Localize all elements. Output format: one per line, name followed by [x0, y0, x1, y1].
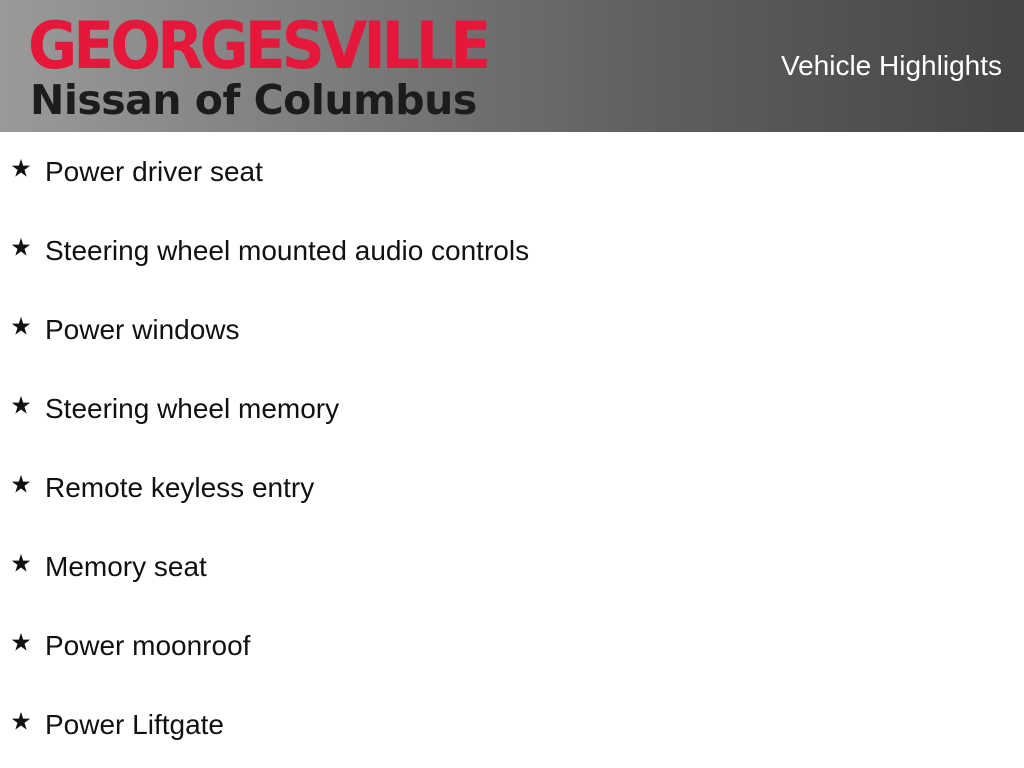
list-item	[0, 606, 1024, 685]
highlights-list	[0, 132, 1024, 764]
list-item	[0, 132, 1024, 211]
highlight-label: Steering wheel memory	[45, 393, 340, 424]
highlight-label: Power driver seat	[45, 156, 263, 187]
list-item	[0, 527, 1024, 606]
list-item	[0, 448, 1024, 527]
page-title: Vehicle Highlights	[780, 50, 1002, 81]
dealer-logo[interactable]	[28, 8, 573, 124]
highlight-label: Remote keyless entry	[45, 472, 315, 503]
list-item	[0, 369, 1024, 448]
highlight-label: Steering wheel mounted audio controls	[45, 235, 530, 266]
highlight-label: Power moonroof	[45, 630, 251, 661]
highlight-label: Power windows	[45, 314, 240, 345]
star-icon	[11, 316, 31, 336]
highlight-label: Power Liftgate	[45, 709, 224, 740]
logo-nissan-of-columbus: Nissan of Columbus	[30, 76, 477, 124]
header-banner	[0, 0, 1024, 132]
star-icon	[11, 711, 31, 731]
star-icon	[11, 632, 31, 652]
star-icon	[11, 237, 31, 257]
star-icon	[11, 474, 31, 494]
list-item	[0, 290, 1024, 369]
list-item	[0, 685, 1024, 764]
star-icon	[11, 395, 31, 415]
star-icon	[11, 553, 31, 573]
star-icon	[11, 158, 31, 178]
list-item	[0, 211, 1024, 290]
highlight-label: Memory seat	[45, 551, 207, 582]
logo-georgesville: GEORGESVILLE	[28, 8, 488, 85]
